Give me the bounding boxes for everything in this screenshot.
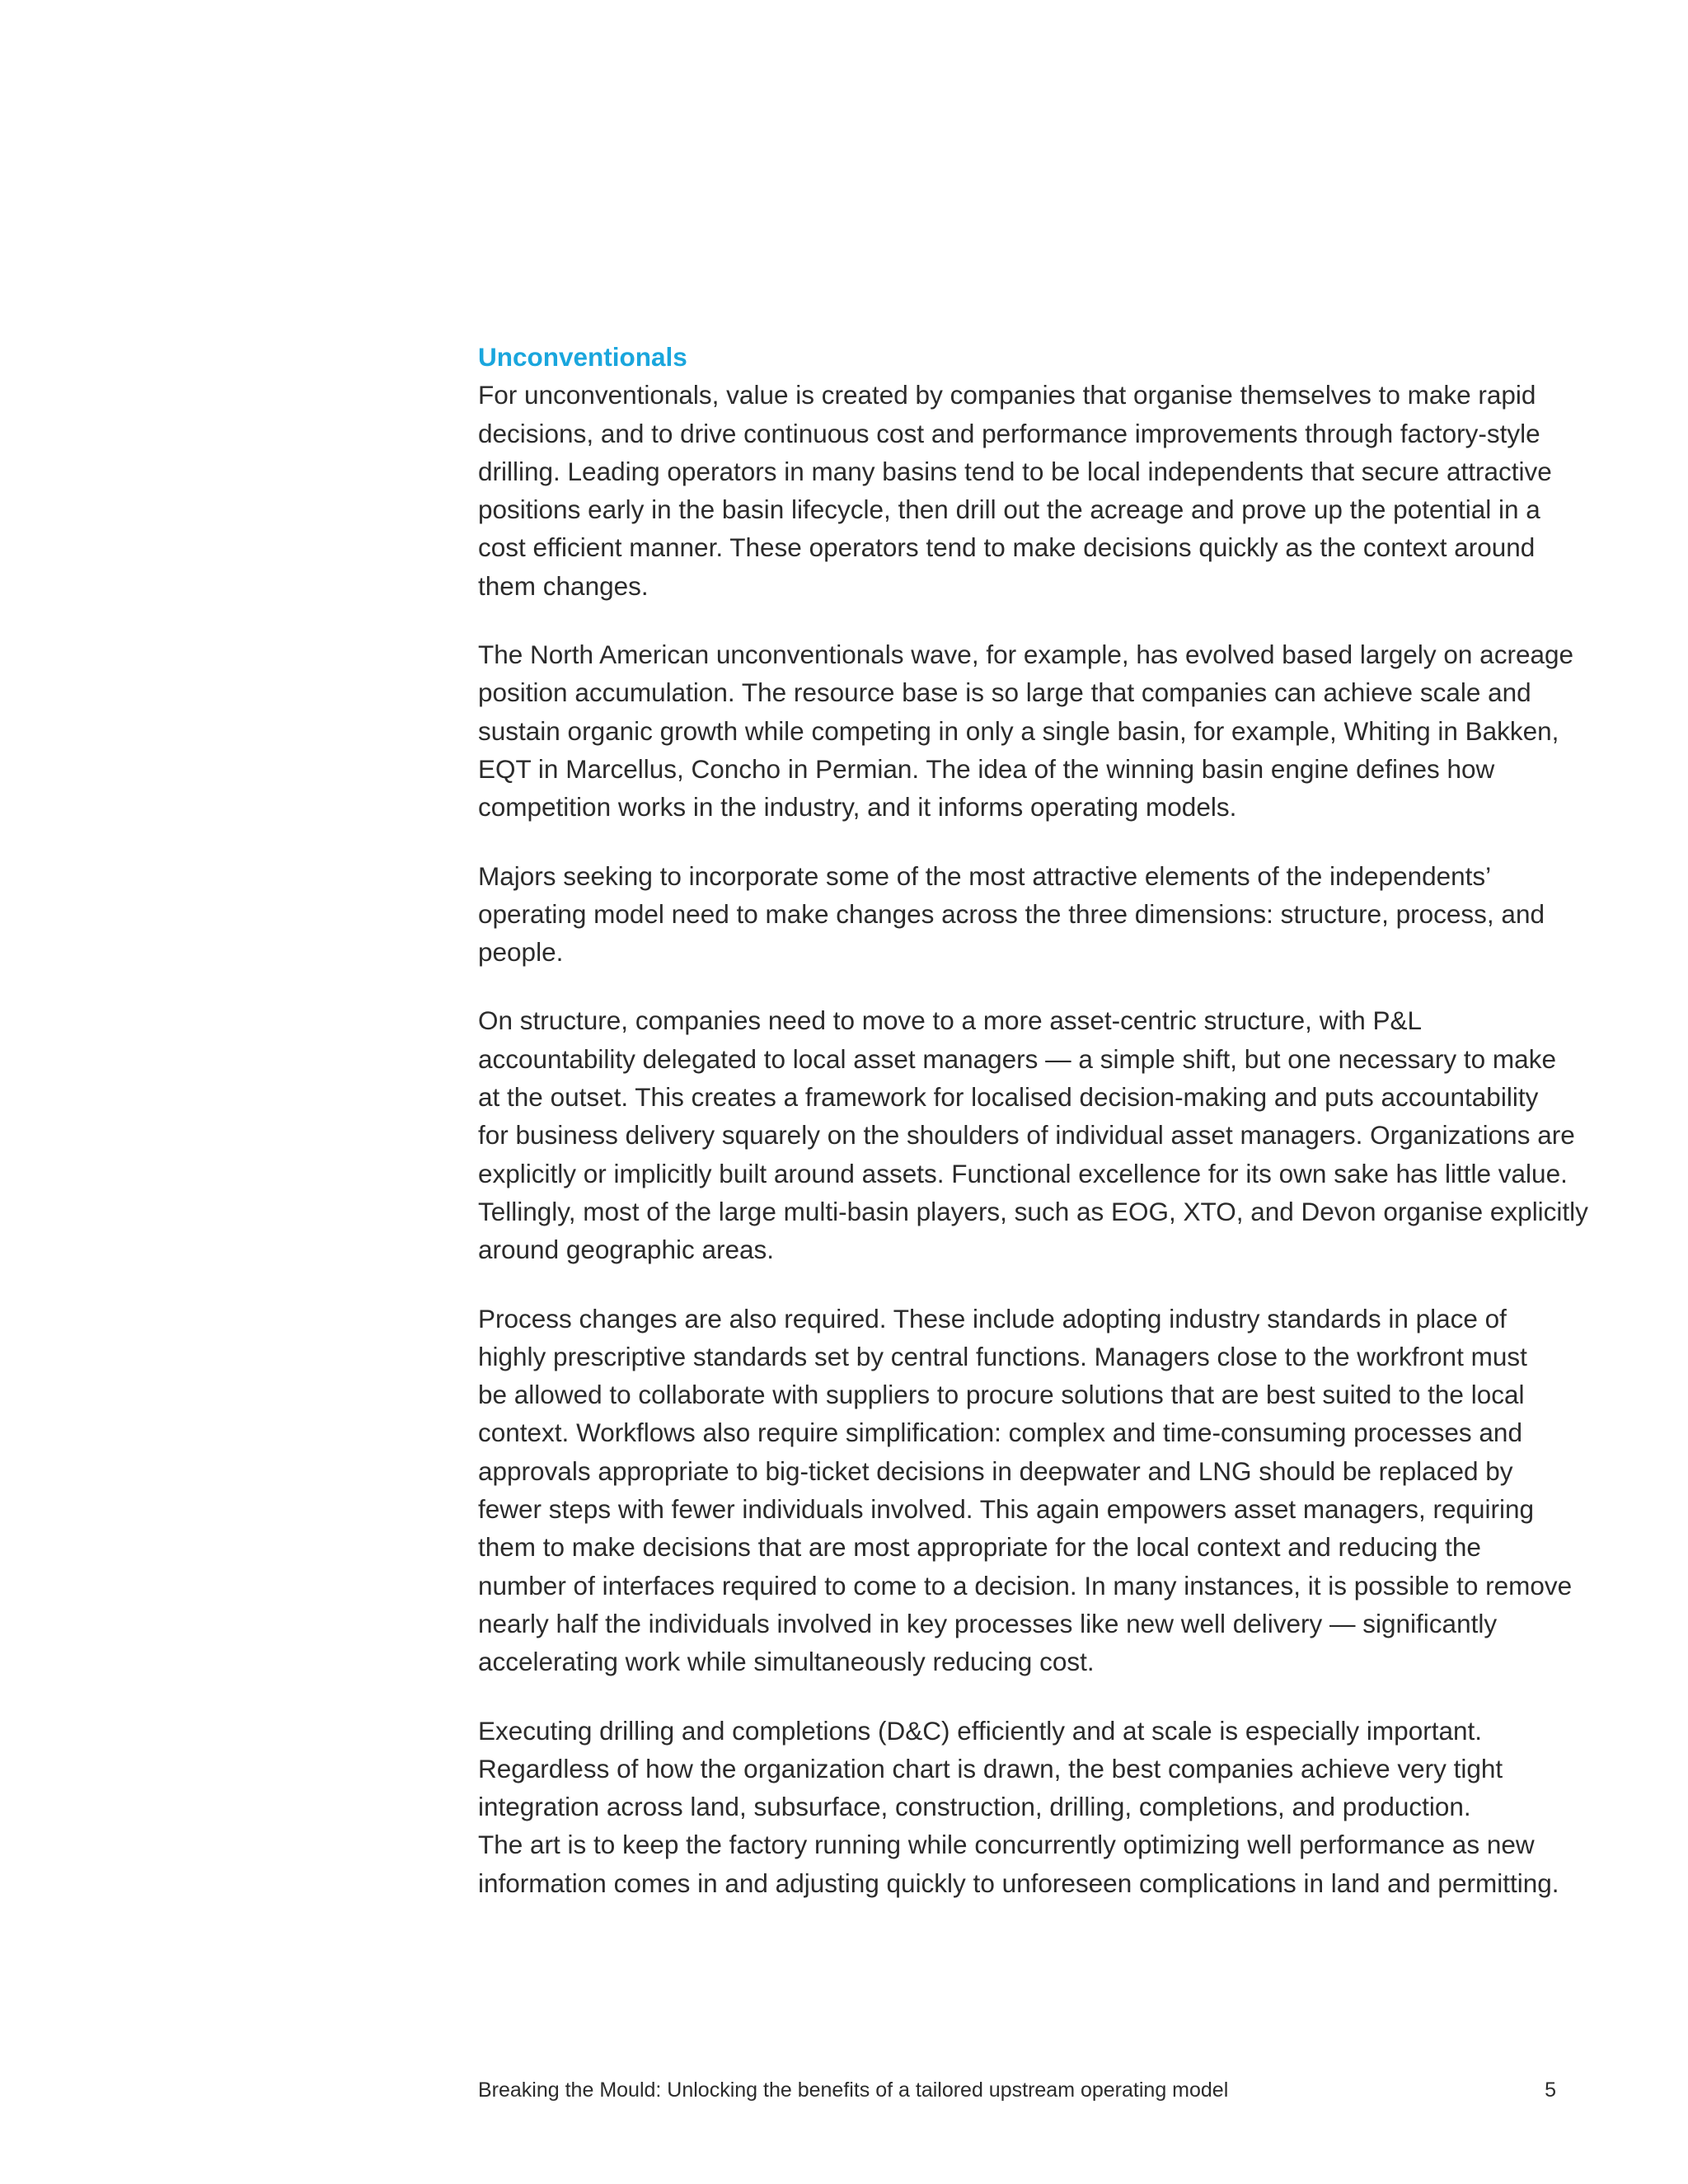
paragraph-line: people. <box>478 937 564 968</box>
paragraph-structure <box>478 1001 1588 1268</box>
paragraph-line: integration across land, subsurface, construction, drilling, completions, and production. <box>478 1792 1471 1822</box>
paragraph-line: accelerating work while simultaneously reducing cost. <box>478 1647 1095 1677</box>
paragraph-line: Regardless of how the organization chart is drawn, the best companies achieve very tight <box>478 1753 1503 1783</box>
paragraph-line: around geographic areas. <box>478 1235 775 1265</box>
paragraph-line: approvals appropriate to big-ticket decisions in deepwater and LNG should be replaced by <box>478 1455 1513 1486</box>
paragraph-line: operating model need to make changes across the three dimensions: structure, process, and <box>478 898 1545 929</box>
paragraph-north-american-wave <box>478 635 1582 826</box>
footer-document-title: Breaking the Mould: Unlocking the benefits of a tailored upstream operating model <box>478 2079 1229 2102</box>
paragraph-majors-changes <box>478 857 1582 972</box>
document-body <box>478 338 1588 1933</box>
paragraph-line: drilling. Leading operators in many basins tend to be local independents that secure attractive <box>478 456 1552 486</box>
paragraph-line: Majors seeking to incorporate some of the most attractive elements of the independents’ <box>478 860 1492 891</box>
paragraph-line: them changes. <box>478 570 649 601</box>
paragraph-line: information comes in and adjusting quickly to unforeseen complications in land and permitting. <box>478 1868 1559 1898</box>
paragraph-line: nearly half the individuals involved in key processes like new well delivery — significantly <box>478 1608 1498 1638</box>
paragraph-line: positions early in the basin lifecycle, then drill out the acreage and prove up the potential in a <box>478 494 1540 525</box>
paragraph-line: EQT in Marcellus, Concho in Permian. The idea of the winning basin engine defines how <box>478 753 1495 784</box>
paragraph-drilling-completions <box>478 1712 1582 1902</box>
paragraph-line: For unconventionals, value is created by companies that organise themselves to make rapid <box>478 380 1536 410</box>
paragraph-process <box>478 1300 1582 1681</box>
paragraph-line: for business delivery squarely on the shoulders of individual asset managers. Organizations are <box>478 1120 1575 1151</box>
paragraph-line: Process changes are also required. These include adopting industry standards in place of <box>478 1303 1507 1333</box>
paragraph-line: be allowed to collaborate with suppliers to procure solutions that are best suited to the local <box>478 1380 1525 1410</box>
paragraph-line: decisions, and to drive continuous cost and performance improvements through factory-style <box>478 418 1540 448</box>
paragraph-line: position accumulation. The resource base is so large that companies can achieve scale and <box>478 677 1531 708</box>
paragraph-line: The art is to keep the factory running while concurrently optimizing well performance as new <box>478 1830 1535 1860</box>
paragraph-unconventionals-value <box>478 376 1582 605</box>
paragraph-line: On structure, companies need to move to a more asset-centric structure, with P&L <box>478 1005 1422 1036</box>
paragraph-line: competition works in the industry, and it informs operating models. <box>478 792 1237 823</box>
paragraph-line: cost efficient manner. These operators tend to make decisions quickly as the context around <box>478 532 1536 563</box>
paragraph-line: highly prescriptive standards set by central functions. Managers close to the workfront must <box>478 1341 1527 1371</box>
page-number: 5 <box>1545 2079 1556 2102</box>
paragraph-line: Tellingly, most of the large multi-basin players, such as EOG, XTO, and Devon organise explicitly <box>478 1196 1588 1226</box>
paragraph-line: fewer steps with fewer individuals involved. This again empowers asset managers, requiring <box>478 1494 1535 1525</box>
paragraph-line: sustain organic growth while competing in only a single basin, for example, Whiting in Bakken, <box>478 715 1559 746</box>
paragraph-line: context. Workflows also require simplification: complex and time-consuming processes and <box>478 1418 1522 1448</box>
paragraph-line: explicitly or implicitly built around assets. Functional excellence for its own sake has little value. <box>478 1158 1568 1188</box>
paragraph-line: at the outset. This creates a framework for localised decision-making and puts accountability <box>478 1082 1539 1113</box>
paragraph-line: them to make decisions that are most appropriate for the local context and reducing the <box>478 1532 1481 1563</box>
paragraph-line: Executing drilling and completions (D&C) efficiently and at scale is especially important. <box>478 1715 1482 1746</box>
paragraph-line: accountability delegated to local asset managers — a simple shift, but one necessary to make <box>478 1043 1556 1074</box>
section-heading: Unconventionals <box>478 342 687 372</box>
paragraph-line: The North American unconventionals wave, for example, has evolved based largely on acreage <box>478 640 1574 670</box>
paragraph-line: number of interfaces required to come to a decision. In many instances, it is possible to remove <box>478 1570 1573 1601</box>
